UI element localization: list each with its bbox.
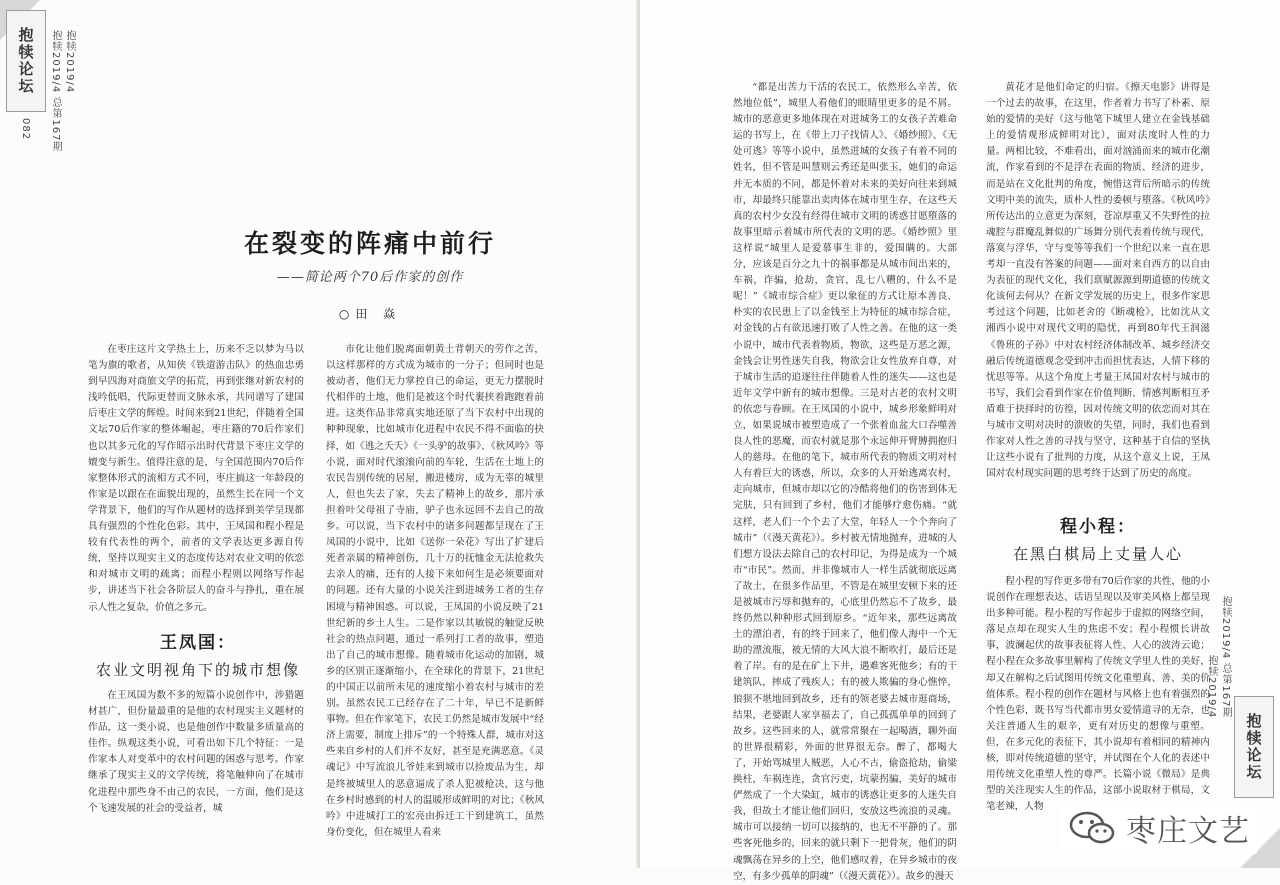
paragraph: 黄花才是他们命定的归宿。《擦天电影》讲得是一个过去的故事，在这里，作者着力书写了朴素、原始的爱情的美好（这与他笔下城里人建立在金钱基础上的爱情观形成鲜明对比），面对法度时人性的力量。两相比较，不难看出，面对汹涌而来的城市化潮流，作家看到的不是浮在表面的物质、经济的进步，而是站在文化批判的角度，惋惜这背后所暗示的传统文明中美的流失，质朴人性的委顿与堕落。《秋风吟》所传达出的立意更为深刻，苍凉厚重又不失野性的拉魂腔与群魔乱舞似的广场舞分别代表着传统与现代，落寞与浮华，守与变等等我们一个世纪以来一直在思考却一直没有答案的问题——面对来自西方的以自由为表征的现代文化，我们禀赋源源到期道德的传统文化该何去何从？在新文学发展的历史上，很多作家思考过这个问题，比如老舍的《断魂枪》，比如沈从文湘西小说中对现代文明的隐忧，再到80年代王润滋《鲁班的子孙》中对农村经济体制改革、城乡经济交融后传统道德观念受到冲击而担忧表达，人情下移的忧思等等。从这个角度上考量王凤国对农村与城市的书写，我们会看到作家在价值判断、情感判断相互矛盾难于抉择时的彷徨，因对传统文明的依恋而对其在与城市文明对决时的溃败的失望，同时，我们也看到作家对人性之善的寻找与坚守，这种基于自信的坚执让这些小说有了批判的力度，从这个意义上说，王凤国对农村现实问题的思考终于达到了历史的高度。 [986, 82, 1210, 480]
text-column [733, 80, 957, 882]
wechat-icon [1068, 811, 1116, 845]
issue-info: 抱犊2019/4 总第167期 [1220, 595, 1231, 718]
article-title: 在裂变的阵痛中前行 [243, 229, 496, 258]
text-column [88, 688, 304, 814]
page-number: 082 [20, 118, 31, 141]
text-column [986, 80, 1210, 492]
column-tab-label: 抱犊论坛 [16, 27, 35, 95]
section-topic: 农业文明视角下的城市想像 [95, 661, 300, 679]
section-heading [976, 512, 1220, 564]
section-topic: 在黑白棋局上丈量人心 [1012, 545, 1183, 563]
text-column [326, 342, 544, 838]
text-column [986, 574, 1210, 812]
right-page [640, 0, 1280, 882]
section-heading [78, 628, 318, 680]
left-page [0, 0, 640, 868]
paragraph: 程小程的写作更多带有70后作家的共性，他的小说创作在理想表达、话语呈现以及审美风格上都呈现出多种可能。程小程的写作起步于虚拟的网络空间，落足点却在现实人生的焦虑不安；程小程惯长讲故事，波澜起伏的故事表征将人性、人心的波涛云诡；程小程在众多故事里解构了传统文学里人性的美好，却又在解构之后试图用传统文化重塑真、善、美的价值体系。程小程的创作在题材与风格上也有着强烈的个性色彩，既书写当代都市男女爱情道寻的无奈，也关注普通人生的艰辛，更有对历史的想像与重塑。但，在多元化的表征下，其小说却有着相同的精神内核，即对传统道德的坚守，并试图在个人化的表述中用传统文化重塑人性的尊严。长篇小说《微局》是典型的关注现实人生的作品，这部小说取材于棋局，文笔老辣，人物 [986, 576, 1210, 813]
wechat-watermark [1060, 802, 1258, 854]
paragraph: 在枣庄这片文学热土上，历来不乏以梦为马以笔为旗的歌者，从知侠《铁道游击队》的热血忠勇到早四海对商旅文学的拓荒，再到张继对新农村的浅吟低唱，代际更替而文脉永承，共同谱写了建国后枣庄文学的辉煌。时间来到21世纪，伴随着全国文坛70后作家的整体崛起，枣庄籍的70后作家们也以其多元化的写作昭示出时代背景下枣庄文学的嬗变与新生。值得注意的是，与全国范围内70后作家整体形式的流相方式不同，枣庄搞这一年龄段的作家是以跟在在面貌出现的，虽然生长在同一个文学背景下，他们的写作从题材的选择到美学呈现都具有强烈的个性化色彩。其中，王凤国和程小程是较有代表性的两个，前者的文学表达更多源自传统，坚持以现实主义的态度传达对农业文明的依恋和对城市文明的疏离；而程小程则以网络写作起步，讲述当下社会各阶层人的奋斗与挣扎，重在展示人性之复杂，价值之多元。 [88, 344, 304, 613]
issue-info: 抱犊2019/4 总第167期 [50, 30, 61, 153]
article-header [120, 224, 620, 322]
article-subtitle: ——简论两个70后作家的创作 [276, 270, 464, 285]
issue-info-short: 抱犊2019/4 [64, 30, 75, 94]
column-tab-left [6, 10, 46, 112]
section-author-name: 王凤国： [160, 633, 236, 653]
paragraph: 市化让他们脱离面朝黄土背朝天的劳作之苦，以这样那样的方式成为城市的一分子；但同时也是被动者，他们无力掌控自己的命运，更无力摆脱时代相伴的土地，他们是被这个时代裹挟着跑跑着前进。这类作品非常真实地还原了当下农村中出现的种种现象，比如城市化进程中农民不得不面临的抉择，如《逃之夭夭》《一头驴的故事》、《秋风吟》等小说，面对时代滚滚向前的车轮，生活在土地上的农民告别传统的居屋，搬进楼房，成为无辜的城里人，但也失去了家，失去了精神上的故乡，那片承担着叶父母祖了寺庙，驴子也永远回不去自己的故乡。可以说，当下农村中的诸多问题都呈现在了王凤国的小说中，比如《送你一朵花》写出了扩建后死者亲属的精神创伤，几十万的抚恤金无法抢救失去亲人的痛，还有的人接下来如何生是必须要面对的问题。还有大量的小说关注到进城务工者的生存困境与精神困惑。可以说，王凤国的小说反映了21世纪新的乡土人生。二是作家以其敏锐的触觉反映社会的热点问题，通过一系列打工者的故事，塑造出了自己的城市想像。随着城市化运动的加剧，城乡的区别正逐渐缩小，在全球化的背景下，21世纪的中国正以前所未见的速度缩小着农村与城市的差别。虽然农民工已经存在了二十年，早已不是新鲜事物。但在作家笔下，农民工仍然是城市发展中“经济上需要，制度上排斥”的一个特殊人群，城市对这些来自乡村的人们并不友好，甚至是充满恶意。《灵魂记》中写流浪儿爷娃来到城市以捡废品为生，却是终被城里人的恶意逼成了杀人犯被枪决，这与他在乡村时感到的村人的温暖形成鲜明的对比；《秋风吟》中进城打工的宏亮由拆迁工干到建筑工，虽然身份变化，但在城里人看来 [326, 344, 544, 838]
column-tab-label: 抱犊论坛 [1244, 713, 1263, 781]
watermark-text: 枣庄文艺 [1126, 814, 1250, 849]
section-author-name: 程小程： [1060, 517, 1136, 537]
article-author: ○田 焱 [338, 307, 402, 321]
issue-info-short: 抱犊2019/4 [1206, 654, 1217, 718]
paragraph: “都是出苦力干活的农民工，依然形么辛苦，依然地位低”，城里人看他们的眼睛里更多的是不屑。城市的恶意更多地体现在对进城务工的女孩子苦难命运的书写上，在《带上刀子找情人》、《婚纱照》、《无处可逃》等等小说中，虽然进城的女孩子有着不同的姓名，但不管是叫慧则云秀还是叫张玉，她们的命运并无本质的不同，都是怀着对未来的美好向往来到城市，却最终只能靠出卖肉体在城市里生存，在这些天真的农村少女没有经得住城市文明的诱惑甘愿堕落的故事里暗示着城市所代表的文明的恶。《婚纱照》里这样说“城里人是爱慕事生非的，爱围瞒的。大部分，应该是百分之九十的祸事都是从城市间出来的，车祸，诈骗，抢劫，贪官，乱七八糟的，什么不是呢！”《城市综合症》更以象征的方式让原本善良、朴实的农民患上了以金钱至上为特征的城市综合症，对金钱的占有欲迅速打败了人性之善。在他的这一类小说中，城市代表着物质，物欲，这些是万恶之源，金钱会让男性迷失自我，物欲会让女性放弃自尊，对于城市生活的追逐往往伴随着人性的迷失——这也是近年文学中新有的城市想像。三是对古老的农村文明的依恋与眷顾。在王凤国的小说中，城乡形象鲜明对立，如果说城市被塑造成了一个张着血盆大口吞噬善良人性的恶魔，而农村就是那个永远伸开臂膊拥抱归人的慈母。在他的笔下，城市所代表的物质文明对村人有着巨大的诱惑，所以，众多的人开始逃离农村，走向城市，但城市却以它的冷酷将他们的伤害到体无完肤，只有回到了乡村，他们才能够疗愈伤痛。“就这样，老人们一个个去了大堂，年轻人一个个奔向了城市”（《漫天黄花》）。乡村被无情地抛弃，进城的人们想方设法去除自己的农村印记，为得是成为一个城市“市民”。然而，并非像城市人一样生活就彻底远离了故土，在很多作品里，不管是在城里安顿下来的还是被城市污辱和抛弃的，心底里仍然忘不了故乡，最终仍然以种种形式回到原乡。“近年来，那些远离故土的漂泊者，有的终于回来了，他们像人海中一个无助的漂流瓶，被无情的大风大浪不断吹打，最后还是着了岸。有的是在矿上下井，遇难客死他乡；有的干建筑队，摔成了残疾人；有的被人欺骗的身心憔悴，狼狈不堪地回到故乡，还有的领老婆去城市逛商场，结果，老婆跟人家享福去了，自己孤孤单单的回到了故乡。这些回来的人，就常常聚在一起喝酒，聊外面的世界很精彩，外面的世界很无奈。醉了，都喝大了，开始骂城里人贼恶，人心不古，偷盗抢劫，偷梁换柱，车祸连连，贪官污吏，坑蒙拐骗，美好的城市俨然成了一个大染缸，城市的诱惑让更多的人迷失自我，但故土才能让他们回归，安放这些流浪的灵魂。城市可以接纳一切可以接纳的，也无不平静的了。那些客死他乡的，回来的就只剩下一把骨灰，他们的阴魂飘荡在异乡的上空，他们感叹着，在异乡城市的夜空，有多少孤单的阴魂”（《漫天黄花》）。故乡的漫天 [733, 82, 957, 882]
paragraph: 在王凤国为数不多的短篇小说创作中，涉猎题材甚广，但份量最重的是他的农村现实主义题材的作品，这一类小说，也是他创作中数量多质量高的佳作。纵观这类小说，可看出如下几个特征：一是作家本人对变革中的农村问题的困惑与思考。作家继承了现实主义的文学传统，将笔触伸向了在城市化进程中那些身不由己的农民，一方面，他们是这个飞速发展的社会的受益者，城 [88, 690, 304, 814]
column-tab-right [1234, 696, 1274, 798]
text-column [88, 342, 304, 613]
